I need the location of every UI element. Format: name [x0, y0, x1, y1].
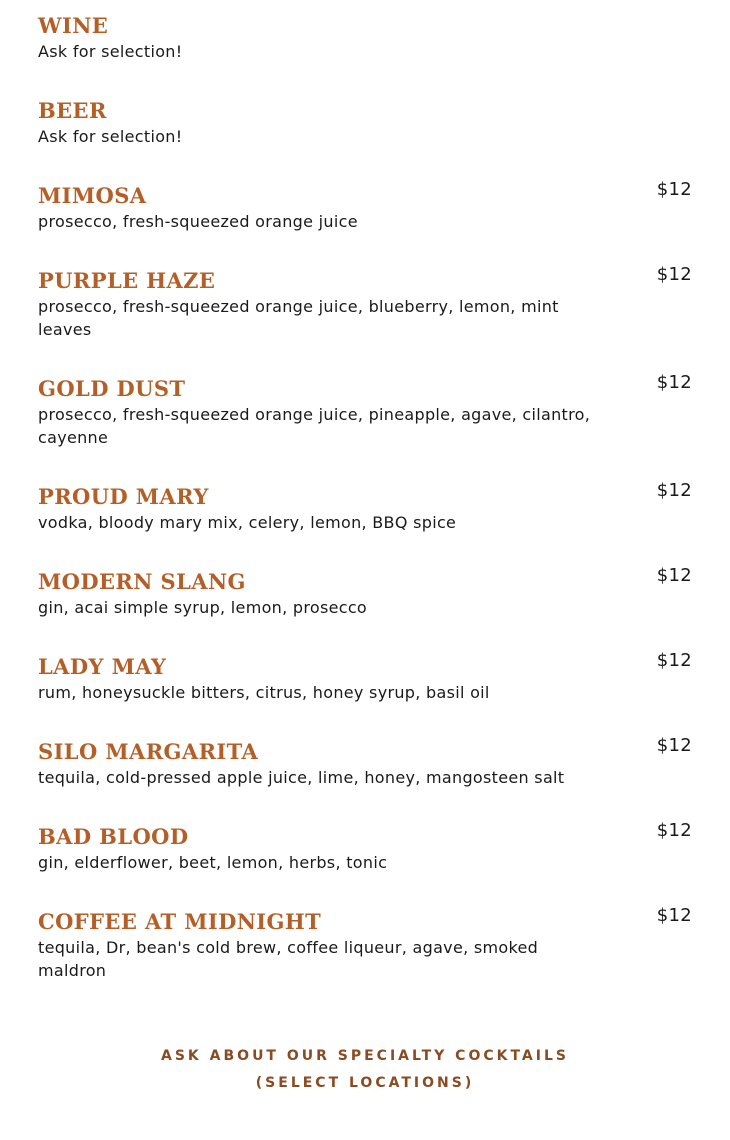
item-description: prosecco, fresh-squeezed orange juice, pineapple, agave, cilantro, cayenne: [38, 405, 591, 447]
item-name: LADY MAY: [38, 654, 167, 679]
item-description: gin, acai simple syrup, lemon, prosecco: [38, 598, 368, 617]
item-description: prosecco, fresh-squeezed orange juice, blueberry, lemon, mint leaves: [38, 297, 559, 339]
item-header: [38, 12, 694, 40]
item-name: MODERN SLANG: [38, 569, 246, 594]
menu-item-coffee-at-midnight: [38, 905, 694, 982]
item-price: $12: [656, 372, 692, 393]
menu-item-wine: [38, 12, 694, 63]
menu-item-beer: [38, 97, 694, 148]
item-price: $12: [656, 650, 692, 671]
menu-item-mimosa: [38, 179, 694, 233]
menu-item-bad-blood: [38, 820, 694, 874]
item-price: $12: [656, 480, 692, 501]
item-name: WINE: [38, 13, 109, 38]
item-header: [38, 905, 694, 936]
item-name: COFFEE AT MIDNIGHT: [38, 909, 322, 934]
item-description: tequila, cold-pressed apple juice, lime, honey, mangosteen salt: [38, 768, 565, 787]
item-description: rum, honeysuckle bitters, citrus, honey syrup, basil oil: [38, 683, 490, 702]
item-header: [38, 97, 694, 125]
item-name: BAD BLOOD: [38, 824, 189, 849]
item-header: [38, 264, 694, 295]
menu-item-modern-slang: [38, 565, 694, 619]
item-price: $12: [656, 905, 692, 926]
drinks-menu: [38, 12, 694, 1016]
footer-line-1: ASK ABOUT OUR SPECIALTY COCKTAILS: [161, 1048, 569, 1064]
item-description: vodka, bloody mary mix, celery, lemon, BBQ spice: [38, 513, 457, 532]
footer-line-2: (SELECT LOCATIONS): [255, 1075, 475, 1091]
menu-item-purple-haze: [38, 264, 694, 341]
item-price: $12: [656, 179, 692, 200]
item-price: $12: [656, 264, 692, 285]
item-header: [38, 820, 694, 851]
item-name: MIMOSA: [38, 183, 147, 208]
item-description: prosecco, fresh-squeezed orange juice: [38, 212, 358, 231]
item-header: [38, 565, 694, 596]
item-name: SILO MARGARITA: [38, 739, 259, 764]
item-header: [38, 735, 694, 766]
item-name: BEER: [38, 98, 107, 123]
item-name: GOLD DUST: [38, 376, 186, 401]
item-description: Ask for selection!: [38, 42, 183, 61]
item-header: [38, 179, 694, 210]
item-name: PROUD MARY: [38, 484, 209, 509]
item-price: $12: [656, 820, 692, 841]
menu-item-silo-margarita: [38, 735, 694, 789]
item-header: [38, 372, 694, 403]
item-price: $12: [656, 565, 692, 586]
item-description: tequila, Dr, bean's cold brew, coffee liqueur, agave, smoked maldron: [38, 938, 539, 980]
item-description: Ask for selection!: [38, 127, 183, 146]
item-name: PURPLE HAZE: [38, 268, 216, 293]
item-price: $12: [656, 735, 692, 756]
menu-item-lady-may: [38, 650, 694, 704]
specialty-cocktails-note: [0, 1043, 730, 1097]
menu-item-gold-dust: [38, 372, 694, 449]
item-header: [38, 480, 694, 511]
menu-item-proud-mary: [38, 480, 694, 534]
item-header: [38, 650, 694, 681]
item-description: gin, elderflower, beet, lemon, herbs, tonic: [38, 853, 388, 872]
